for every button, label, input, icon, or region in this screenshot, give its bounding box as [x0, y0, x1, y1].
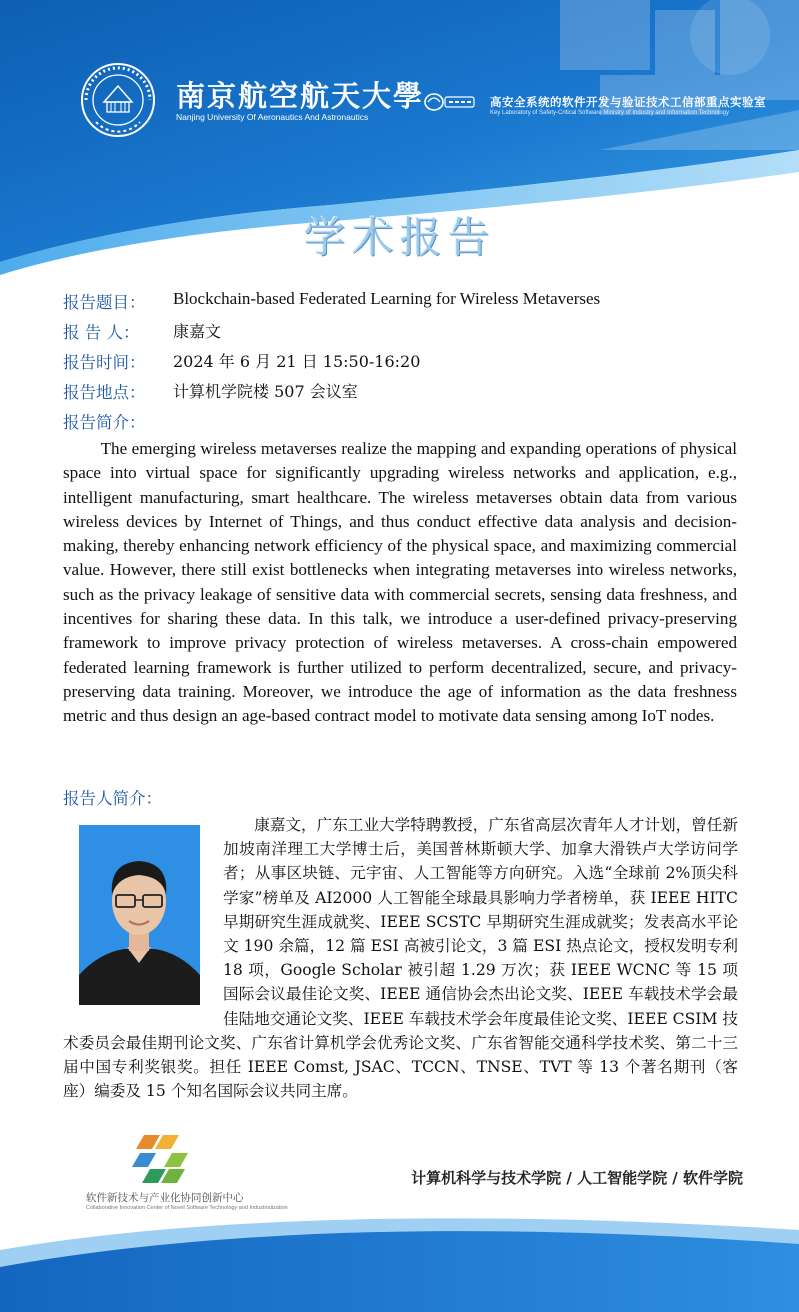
header-banner [0, 0, 799, 275]
footer-wave-decoration [0, 1212, 799, 1312]
lab-name-cn: 高安全系统的软件开发与验证技术工信部重点实验室 [490, 95, 766, 109]
photo-space [63, 813, 223, 1029]
lab-logo [424, 92, 476, 112]
speaker-label: 报 告 人： [63, 323, 140, 342]
innovation-center-name-cn: 软件新技术与产业化协同创新中心 [86, 1192, 244, 1204]
university-name-en: Nanjing University Of Aeronautics And Astronautics [176, 112, 369, 122]
innovation-center-logo [130, 1133, 192, 1187]
university-seal-logo [80, 62, 156, 138]
lab-name-en: Key Laboratory of Safety-Critical Software Ministry of Industry and Information Technology [490, 110, 730, 116]
bio-text-block [63, 813, 738, 1103]
university-name-cn: 南京航空航天大學 [176, 79, 425, 113]
talk-title-value: Blockchain-based Federated Learning for Wireless Metaverses [173, 289, 601, 308]
abstract-text: The emerging wireless metaverses realize the mapping and expanding operations of physical space into virtual space for significantly upgrading wireless networks and application, e.g., intelligent manufacturing, smart healthcare. The wireless metaverses obtain data from various wireless devices by Internet of Things, and thus conduct effective data analysis and decision-making, thereby enhancing network efficiency of the physical space, and maximizing commercial value. However, there still exist bottlenecks when integrating metaverses into wireless networks, such as the privacy leakage of sensitive data with commercial secrets, sensing data freshness, and incentives for sharing these data. In this talk, we introduce a user-defined privacy-preserving framework to improve privacy protection of wireless metaverses. A cross-chain empowered federated learning framework is further utilized to perform decentralized, secure, and privacy-preserving data training. Moreover, we introduce the age of information as the data freshness metric and thus design an age-based contract model to motivate data sensing among IoT nodes. [63, 439, 737, 726]
talk-title-label: 报告题目： [63, 293, 146, 312]
time-label: 报告时间： [63, 353, 146, 372]
school-names: 计算机科学与技术学院 / 人工智能学院 / 软件学院 [411, 1169, 743, 1187]
innovation-center-name-en: Collaborative Innovation Center of Novel Software Technology and Industrialization [86, 1205, 288, 1211]
poster-title: 学术报告 [303, 213, 496, 262]
location-label: 报告地点： [63, 383, 146, 402]
bio-text: 康嘉文，广东工业大学特聘教授，广东省高层次青年人才计划，曾任新加坡南洋理工大学博士后，美国普林斯顿大学、加拿大滑铁卢大学访问学者；从事区块链、元宇宙、人工智能等方向研究。入选“全球前 2%顶尖科学家”榜单及 AI2000 人工智能全球最具影响力学者榜单，获 IEEE HITC 早期研究生涯成就奖、IEEE SCSTC 早期研究生涯成就奖；发表高水平论文 190 余篇，12 篇 ESI 高被引论文，3 篇 ESI 热点论文，授权发明专利 18 项，Google Scholar 被引超 1.29 万次；获 IEEE WCNC 等 15 项国际会议最佳论文奖、IEEE 通信协会杰出论文奖、IEEE 车载技术学会最佳陆地交通论文奖、IEEE 车载技术学会年度最佳论文奖、IEEE CSIM 技术委员会最佳期刊论文奖、广东省计算机学会优秀论文奖、广东省智能交通科学技术奖、第二十三届中国专利奖银奖。担任 IEEE Comst, JSAC、TCCN、TNSE、TVT 等 13 个著名期刊（客座）编委及 15 个知名国际会议共同主席。 [63, 816, 738, 1101]
time-value: 2024 年 6 月 21 日 15:50-16:20 [173, 352, 421, 371]
bio-label: 报告人简介： [63, 789, 162, 808]
speaker-value: 康嘉文 [173, 322, 222, 341]
location-value: 计算机学院楼 507 会议室 [173, 382, 358, 401]
abstract-label: 报告简介： [63, 413, 146, 432]
